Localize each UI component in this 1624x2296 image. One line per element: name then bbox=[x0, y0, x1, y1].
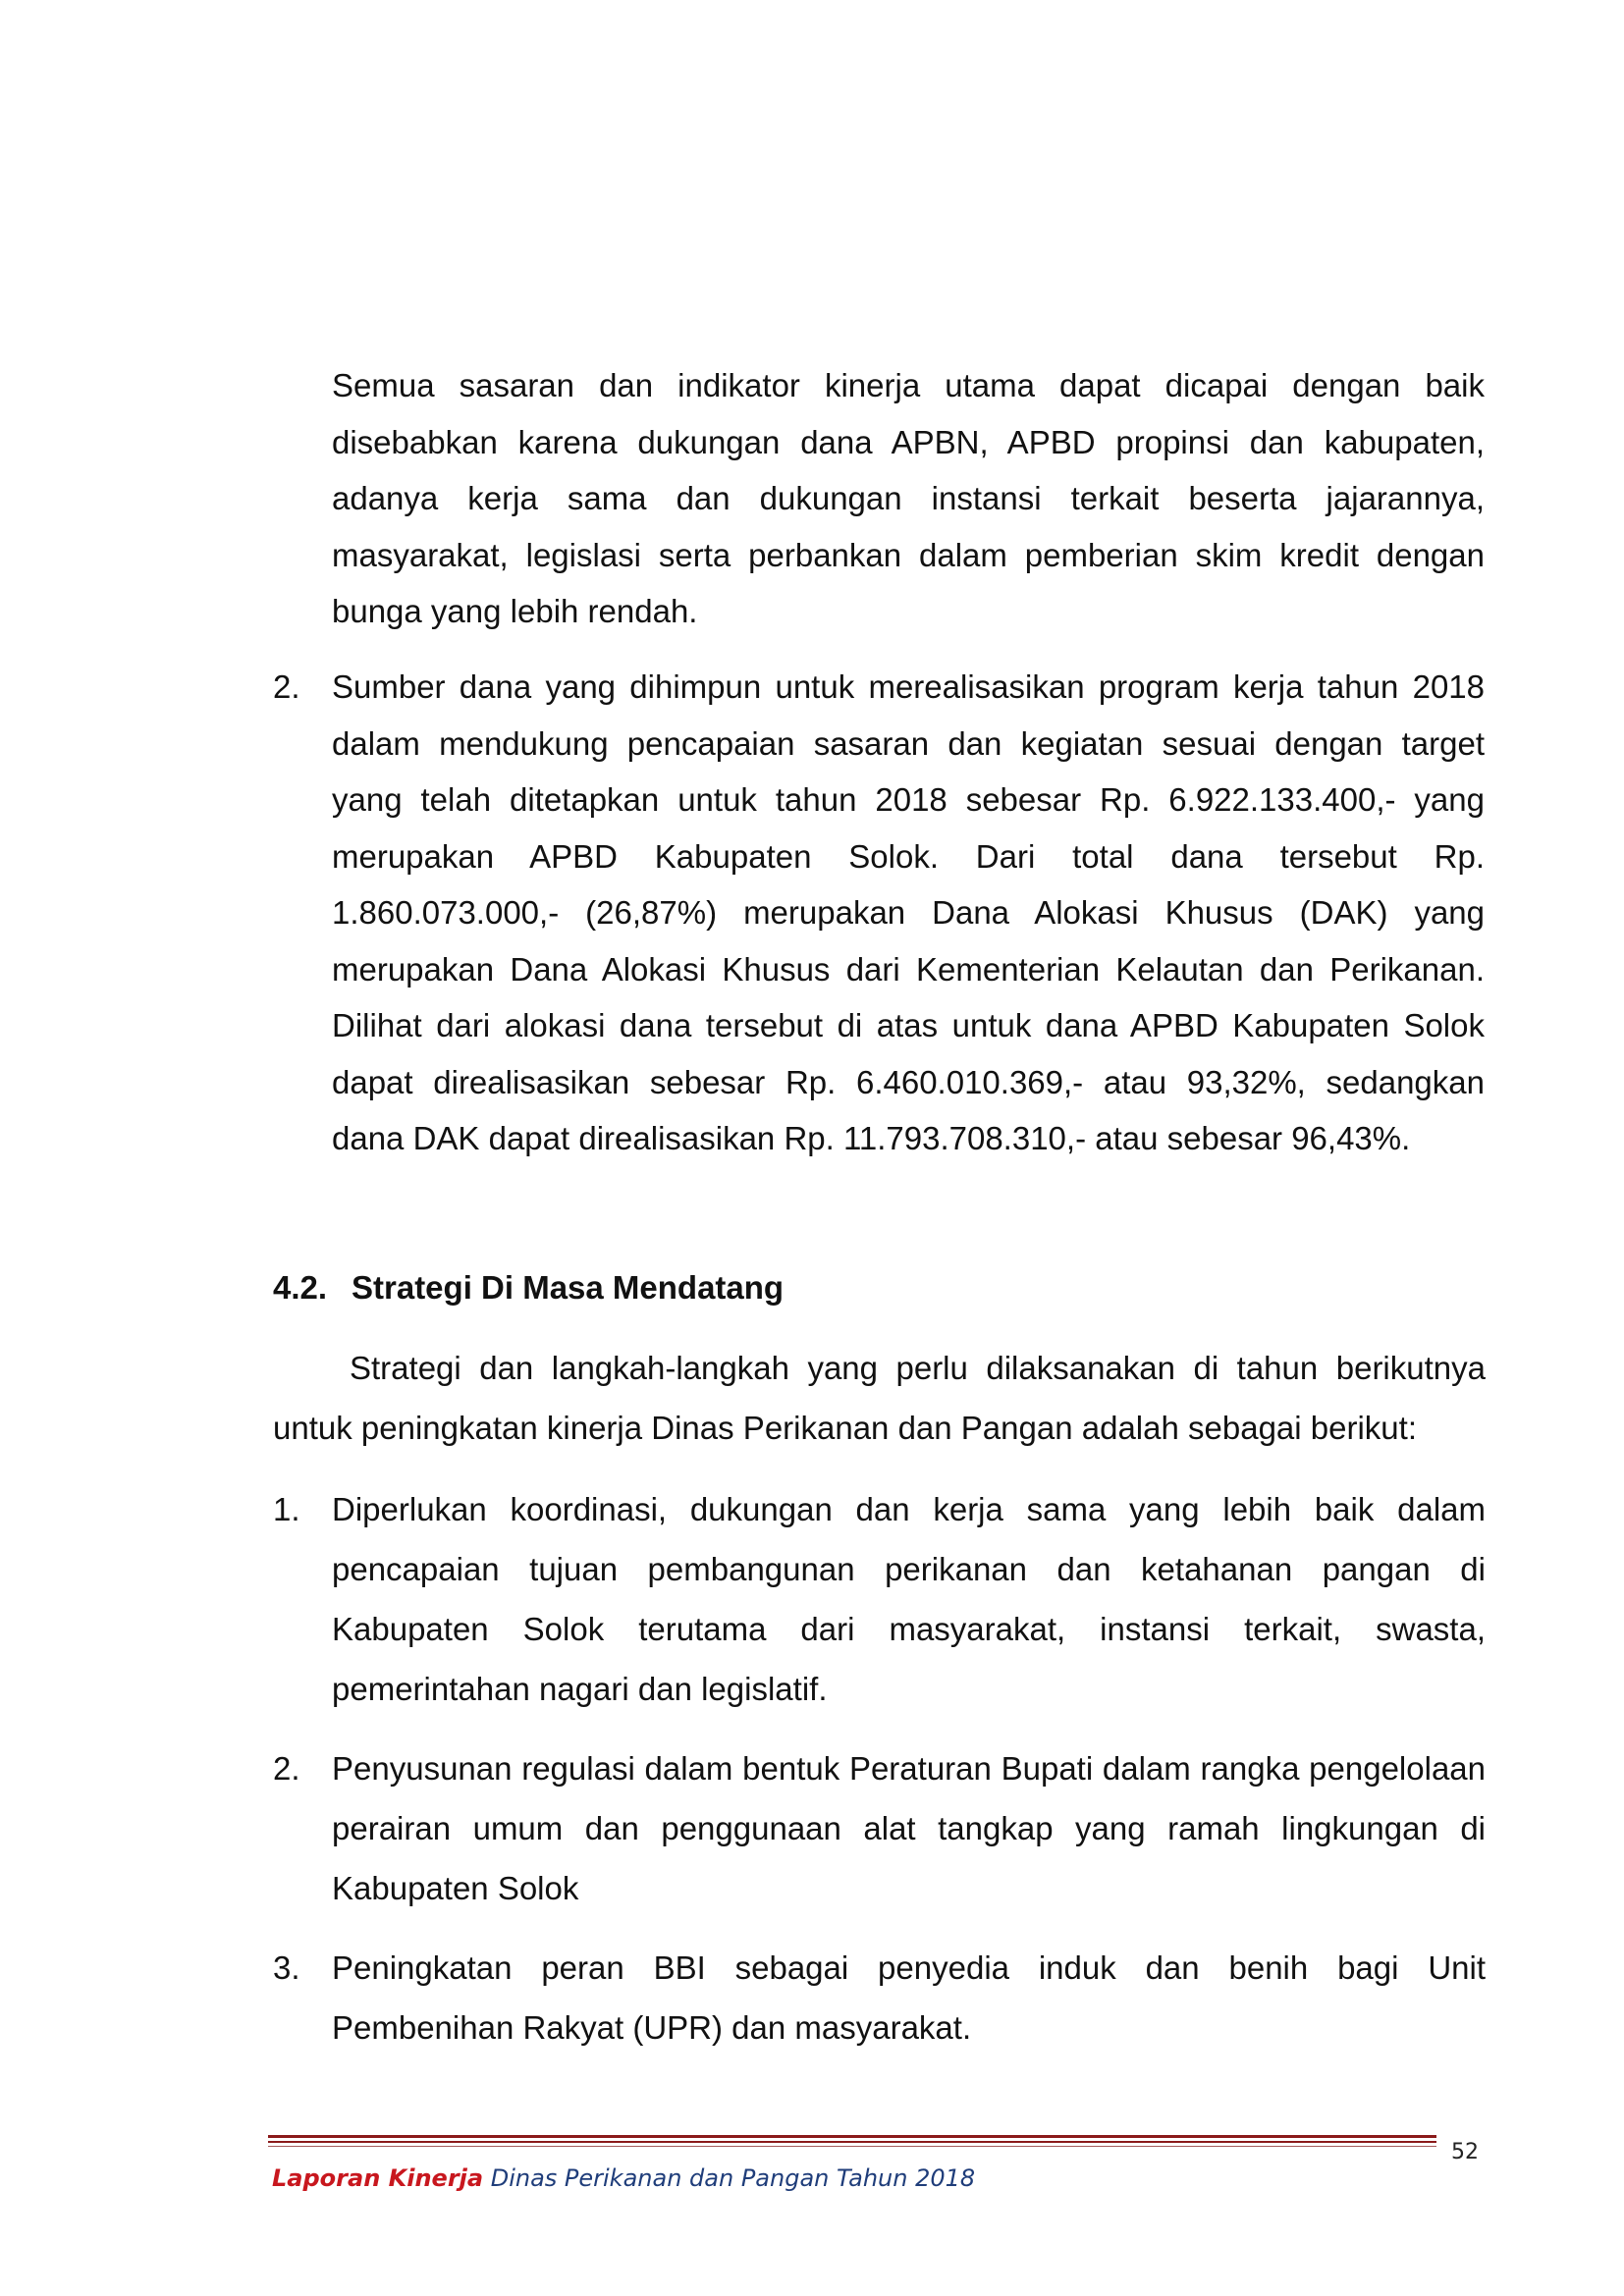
list-item-text: Peningkatan peran BBI sebagai penyedia induk dan benih bagi Unit Pembenihan Rakyat (UPR) dan masyarakat. bbox=[332, 1949, 1486, 2046]
intro-paragraph: Semua sasaran dan indikator kinerja utama dapat dicapai dengan baik disebabkan karena dukungan dana APBN, APBD propinsi dan kabupaten, adanya kerja sama dan dukungan instansi terkait beserta jajarannya, masyarakat, legislasi serta perbankan dalam pemberian skim kredit dengan bunga yang lebih rendah. bbox=[332, 367, 1485, 629]
list-item-text: Sumber dana yang dihimpun untuk merealisasikan program kerja tahun 2018 dalam mendukung pencapaian sasaran dan kegiatan sesuai dengan target yang telah ditetapkan untuk tahun 2018 sebesar Rp. 6.922.133.400,- yang merupakan APBD Kabupaten Solok. Dari total dana tersebut Rp. 1.860.073.000,- (26,87%) merupakan Dana Alokasi Khusus (DAK) yang merupakan Dana Alokasi Khusus dari Kementerian Kelautan dan Perikanan. Dilihat dari alokasi dana tersebut di atas untuk dana APBD Kabupaten Solok dapat direalisasikan sebesar Rp. 6.460.010.369,- atau 93,32%, sedangkan dana DAK dapat direalisasikan Rp. 11.793.708.310,- atau sebesar 96,43%. bbox=[332, 668, 1485, 1156]
list-item-text: Diperlukan koordinasi, dukungan dan kerja sama yang lebih baik dalam pencapaian tujuan pembangunan perikanan dan ketahanan pangan di Kabupaten Solok terutama dari masyarakat, instansi terkait, swasta, pemerintahan nagari dan legislatif. bbox=[332, 1491, 1486, 1707]
list-number: 2. bbox=[273, 1750, 300, 1787]
list-item-text: Penyusunan regulasi dalam bentuk Peraturan Bupati dalam rangka pengelolaan perairan umum dan penggunaan alat tangkap yang ramah lingkungan di Kabupaten Solok bbox=[332, 1750, 1486, 1906]
footer-report-title bbox=[272, 2163, 975, 2193]
list-number: 2. bbox=[273, 668, 300, 705]
list-number: 3. bbox=[273, 1949, 300, 1986]
footer-divider bbox=[268, 2135, 1436, 2138]
page-number: 52 bbox=[1451, 2140, 1479, 2164]
section-number: 4.2. bbox=[273, 1269, 328, 1306]
section-intro-paragraph: Strategi dan langkah-langkah yang perlu dilaksanakan di tahun berikutnya untuk peningkatan kinerja Dinas Perikanan dan Pangan adalah sebagai berikut: bbox=[273, 1350, 1486, 1446]
section-title: Strategi Di Masa Mendatang bbox=[352, 1269, 785, 1306]
footer-divider bbox=[268, 2146, 1436, 2147]
section-heading bbox=[273, 1259, 784, 1315]
footer-report-subtitle: Dinas Perikanan dan Pangan Tahun 2018 bbox=[483, 2164, 976, 2192]
footer-report-label: Laporan Kinerja bbox=[272, 2164, 484, 2192]
list-number: 1. bbox=[273, 1491, 300, 1527]
footer-divider bbox=[268, 2141, 1436, 2143]
